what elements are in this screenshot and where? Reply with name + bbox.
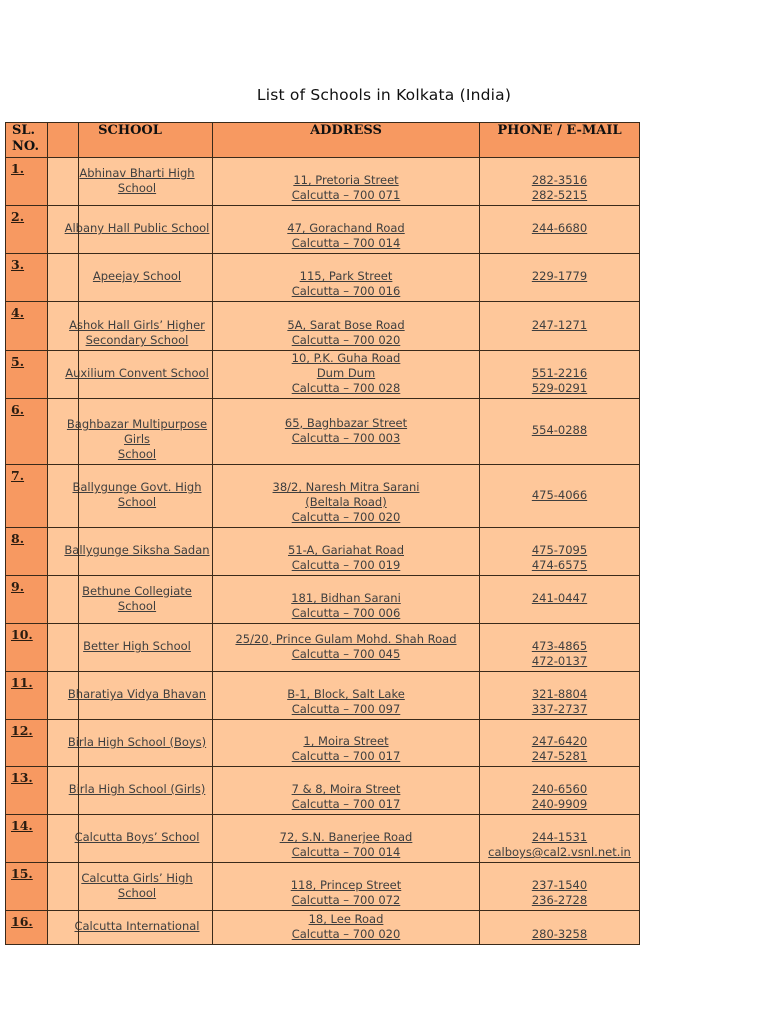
- address-line[interactable]: 10, P.K. Guha Road: [291, 351, 401, 365]
- cell-divider-mark: [78, 911, 79, 944]
- table-header-row: [6, 123, 640, 158]
- sl-cell: [6, 158, 48, 206]
- address-line[interactable]: Calcutta – 700 020: [291, 333, 401, 347]
- sl-cell: [6, 399, 48, 465]
- school-name-cell: [48, 863, 213, 911]
- cell-divider-mark: [78, 720, 79, 766]
- address-line[interactable]: 38/2, Naresh Mitra Sarani: [272, 480, 420, 494]
- phone-cell: [480, 720, 640, 767]
- sl-cell: [6, 528, 48, 576]
- address-cell: [213, 815, 480, 863]
- sl-cell: [6, 672, 48, 720]
- address-line[interactable]: Calcutta – 700 003: [291, 430, 401, 445]
- school-name-line[interactable]: Bethune Collegiate: [82, 583, 192, 598]
- serial-number: 13.: [11, 770, 33, 785]
- address-line[interactable]: Calcutta – 700 017: [291, 797, 401, 811]
- phone-line[interactable]: 321-8804: [531, 687, 588, 701]
- sl-cell: [6, 767, 48, 815]
- phone-line[interactable]: 240-9909: [531, 797, 588, 811]
- header-school-label: SCHOOL: [98, 123, 162, 138]
- table-row: [6, 158, 640, 206]
- phone-line[interactable]: 229-1779: [531, 269, 588, 283]
- table-row: [6, 528, 640, 576]
- school-name-line[interactable]: Ashok Hall Girls’ Higher: [69, 318, 205, 332]
- address-line[interactable]: Calcutta – 700 045: [291, 646, 401, 661]
- school-name-line[interactable]: Better High School: [83, 639, 191, 653]
- table-body: [6, 158, 640, 945]
- address-line[interactable]: Calcutta – 700 017: [291, 749, 401, 763]
- phone-cell: [480, 672, 640, 720]
- address-cell: [213, 254, 480, 302]
- header-address: [213, 123, 480, 158]
- address-line[interactable]: 5A, Sarat Bose Road: [287, 318, 405, 332]
- header-sl-line1: SL.: [12, 123, 36, 138]
- sl-cell: [6, 302, 48, 351]
- table-row: [6, 863, 640, 911]
- table-row: [6, 576, 640, 624]
- phone-line[interactable]: 472-0137: [531, 654, 588, 668]
- sl-cell: [6, 815, 48, 863]
- school-name-line[interactable]: Birla High School (Boys): [67, 734, 207, 749]
- phone-cell: [480, 767, 640, 815]
- table-row: [6, 911, 640, 945]
- serial-number: 16.: [11, 914, 33, 929]
- header-sl-line2: NO.: [12, 139, 39, 154]
- serial-number: 6.: [11, 402, 25, 417]
- school-name-line[interactable]: Secondary School: [85, 333, 189, 347]
- header-phone: [480, 123, 640, 158]
- school-name-line[interactable]: Albany Hall Public School: [64, 221, 210, 235]
- header-address-label: ADDRESS: [310, 123, 382, 138]
- school-name-line[interactable]: Calcutta Girls’ High: [81, 870, 193, 885]
- address-line[interactable]: Calcutta – 700 097: [291, 702, 401, 716]
- phone-cell: [480, 863, 640, 911]
- address-line[interactable]: 25/20, Prince Gulam Mohd. Shah Road: [235, 631, 457, 646]
- cell-divider-mark: [78, 863, 79, 910]
- school-name-cell: [48, 158, 213, 206]
- address-line[interactable]: 51-A, Gariahat Road: [288, 543, 404, 557]
- serial-number: 3.: [11, 257, 25, 272]
- table-row: [6, 815, 640, 863]
- address-cell: [213, 624, 480, 672]
- address-line[interactable]: 65, Baghbazar Street: [284, 415, 408, 430]
- address-line[interactable]: 47, Gorachand Road: [287, 221, 405, 235]
- cell-divider-mark: [78, 254, 79, 301]
- phone-cell: [480, 465, 640, 528]
- phone-line[interactable]: 282-3516: [531, 173, 588, 187]
- address-line[interactable]: 118, Princep Street: [290, 878, 402, 892]
- sl-cell: [6, 624, 48, 672]
- phone-line[interactable]: 282-5215: [531, 188, 588, 202]
- sl-cell: [6, 254, 48, 302]
- school-name-line[interactable]: Abhinav Bharti High: [79, 165, 195, 180]
- phone-cell: [480, 911, 640, 945]
- school-name-line[interactable]: Auxilium Convent School: [65, 366, 209, 380]
- school-name-cell: [48, 528, 213, 576]
- address-line[interactable]: Calcutta – 700 072: [291, 893, 401, 907]
- address-cell: [213, 576, 480, 624]
- phone-line[interactable]: 473-4865: [531, 639, 588, 653]
- school-name-cell: [48, 302, 213, 351]
- cell-divider-mark: [78, 767, 79, 814]
- serial-number: 4.: [11, 305, 25, 320]
- phone-cell: [480, 399, 640, 465]
- address-cell: [213, 720, 480, 767]
- phone-cell: [480, 158, 640, 206]
- address-cell: [213, 206, 480, 254]
- school-name-line[interactable]: School: [117, 598, 157, 613]
- address-line[interactable]: 72, S.N. Banerjee Road: [279, 830, 413, 844]
- school-name-line[interactable]: School: [117, 447, 157, 461]
- phone-line[interactable]: 280-3258: [531, 927, 588, 941]
- phone-line[interactable]: 247-5281: [531, 749, 588, 763]
- school-name-cell: [48, 206, 213, 254]
- header-school: [48, 123, 213, 158]
- phone-line[interactable]: 247-6420: [531, 734, 588, 748]
- serial-number: 2.: [11, 209, 25, 224]
- phone-cell: [480, 254, 640, 302]
- table-row: [6, 351, 640, 399]
- address-line[interactable]: Calcutta – 700 014: [291, 236, 401, 250]
- phone-line[interactable]: 244-6680: [531, 221, 588, 235]
- school-name-cell: [48, 465, 213, 528]
- address-line[interactable]: 1, Moira Street: [303, 734, 389, 748]
- school-name-line[interactable]: Ballygunge Govt. High: [72, 480, 202, 494]
- phone-line[interactable]: 551-2216: [531, 366, 588, 380]
- sl-cell: [6, 465, 48, 528]
- phone-line[interactable]: 237-1540: [531, 878, 588, 892]
- phone-cell: [480, 206, 640, 254]
- cell-divider-mark: [78, 302, 79, 350]
- cell-divider-mark: [78, 815, 79, 862]
- address-line[interactable]: Calcutta – 700 028: [291, 381, 401, 395]
- school-name-cell: [48, 254, 213, 302]
- address-line[interactable]: 11, Pretoria Street: [293, 173, 399, 187]
- phone-line[interactable]: 554-0288: [531, 423, 588, 437]
- address-cell: [213, 465, 480, 528]
- table-row: [6, 465, 640, 528]
- address-line[interactable]: Calcutta – 700 020: [291, 927, 401, 941]
- phone-cell: [480, 815, 640, 863]
- address-line[interactable]: B-1, Block, Salt Lake: [287, 687, 405, 701]
- phone-line[interactable]: 474-6575: [531, 558, 588, 572]
- serial-number: 11.: [11, 675, 33, 690]
- address-line[interactable]: 181, Bidhan Sarani: [291, 591, 401, 605]
- school-name-line[interactable]: Girls: [123, 432, 151, 446]
- sl-cell: [6, 576, 48, 624]
- cell-divider-mark: [78, 672, 79, 719]
- address-line[interactable]: 18, Lee Road: [308, 912, 384, 926]
- school-name-cell: [48, 624, 213, 672]
- serial-number: 1.: [11, 161, 25, 176]
- school-name-cell: [48, 351, 213, 399]
- cell-divider-mark: [78, 399, 79, 464]
- cell-divider-mark: [78, 206, 79, 253]
- address-cell: [213, 528, 480, 576]
- school-name-cell: [48, 767, 213, 815]
- school-name-line[interactable]: Apeejay School: [92, 269, 182, 283]
- table-row: [6, 767, 640, 815]
- address-line[interactable]: Calcutta – 700 071: [291, 188, 401, 202]
- cell-divider-mark: [78, 351, 79, 398]
- serial-number: 9.: [11, 579, 25, 594]
- phone-cell: [480, 351, 640, 399]
- address-line[interactable]: Calcutta – 700 019: [291, 558, 401, 572]
- phone-cell: [480, 624, 640, 672]
- address-cell: [213, 911, 480, 945]
- address-line[interactable]: 115, Park Street: [299, 269, 393, 283]
- serial-number: 5.: [11, 354, 25, 369]
- cell-divider-mark: [78, 576, 79, 623]
- cell-divider-mark: [78, 158, 79, 205]
- page-title: List of Schools in Kolkata (India): [256, 86, 512, 104]
- header-phone-label: PHONE / E-MAIL: [497, 123, 622, 138]
- address-line[interactable]: 7 & 8, Moira Street: [291, 782, 401, 796]
- phone-line[interactable]: calboys@cal2.vsnl.net.in: [488, 845, 631, 859]
- school-name-cell: [48, 672, 213, 720]
- serial-number: 14.: [11, 818, 33, 833]
- school-name-line[interactable]: Calcutta International: [74, 919, 200, 933]
- school-name-cell: [48, 815, 213, 863]
- phone-line[interactable]: 236-2728: [531, 893, 588, 907]
- schools-table: [5, 122, 640, 945]
- address-cell: [213, 767, 480, 815]
- table-row: [6, 254, 640, 302]
- header-sl-no: [6, 123, 48, 158]
- school-name-cell: [48, 720, 213, 767]
- school-name-cell: [48, 576, 213, 624]
- address-cell: [213, 672, 480, 720]
- phone-line[interactable]: 529-0291: [531, 381, 588, 395]
- address-line[interactable]: (Beltala Road): [305, 495, 387, 509]
- table-row: [6, 206, 640, 254]
- address-line[interactable]: Calcutta – 700 020: [291, 510, 401, 524]
- cell-divider-mark: [78, 528, 79, 575]
- table-row: [6, 720, 640, 767]
- sl-cell: [6, 863, 48, 911]
- school-name-line[interactable]: School: [117, 495, 157, 509]
- phone-line[interactable]: 247-1271: [531, 317, 588, 332]
- sl-cell: [6, 720, 48, 767]
- phone-cell: [480, 576, 640, 624]
- sl-cell: [6, 351, 48, 399]
- sl-cell: [6, 911, 48, 945]
- table-row: [6, 624, 640, 672]
- serial-number: 15.: [11, 866, 33, 881]
- serial-number: 7.: [11, 468, 25, 483]
- address-line[interactable]: Calcutta – 700 006: [291, 606, 401, 620]
- school-name-line[interactable]: Calcutta Boys’ School: [74, 830, 200, 844]
- cell-divider-mark: [78, 465, 79, 527]
- cell-divider-mark: [78, 624, 79, 671]
- address-cell: [213, 863, 480, 911]
- school-name-line[interactable]: Bharatiya Vidya Bhavan: [67, 687, 207, 701]
- address-line[interactable]: Dum Dum: [316, 366, 376, 380]
- phone-line[interactable]: 475-7095: [531, 543, 588, 557]
- header-divider-mark: [78, 123, 79, 157]
- table-row: [6, 302, 640, 351]
- school-name-line[interactable]: School: [117, 885, 157, 900]
- phone-cell: [480, 528, 640, 576]
- table-row: [6, 672, 640, 720]
- address-line[interactable]: Calcutta – 700 014: [291, 845, 401, 859]
- address-cell: [213, 302, 480, 351]
- table-row: [6, 399, 640, 465]
- phone-line[interactable]: 475-4066: [531, 487, 588, 502]
- serial-number: 12.: [11, 723, 33, 738]
- phone-line[interactable]: 241-0447: [531, 591, 588, 605]
- school-name-cell: [48, 399, 213, 465]
- school-name-cell: [48, 911, 213, 945]
- school-name-line[interactable]: Baghbazar Multipurpose: [66, 417, 208, 431]
- phone-line[interactable]: 337-2737: [531, 702, 588, 716]
- address-cell: [213, 399, 480, 465]
- sl-cell: [6, 206, 48, 254]
- address-cell: [213, 351, 480, 399]
- address-cell: [213, 158, 480, 206]
- school-name-line[interactable]: Birla High School (Girls): [68, 782, 206, 796]
- phone-cell: [480, 302, 640, 351]
- serial-number: 10.: [11, 627, 33, 642]
- address-line[interactable]: Calcutta – 700 016: [291, 284, 401, 298]
- phone-line[interactable]: 240-6560: [531, 782, 588, 796]
- school-name-line[interactable]: School: [117, 180, 157, 195]
- phone-line[interactable]: 244-1531: [531, 830, 588, 844]
- school-name-line[interactable]: Ballygunge Siksha Sadan: [64, 543, 210, 557]
- serial-number: 8.: [11, 531, 25, 546]
